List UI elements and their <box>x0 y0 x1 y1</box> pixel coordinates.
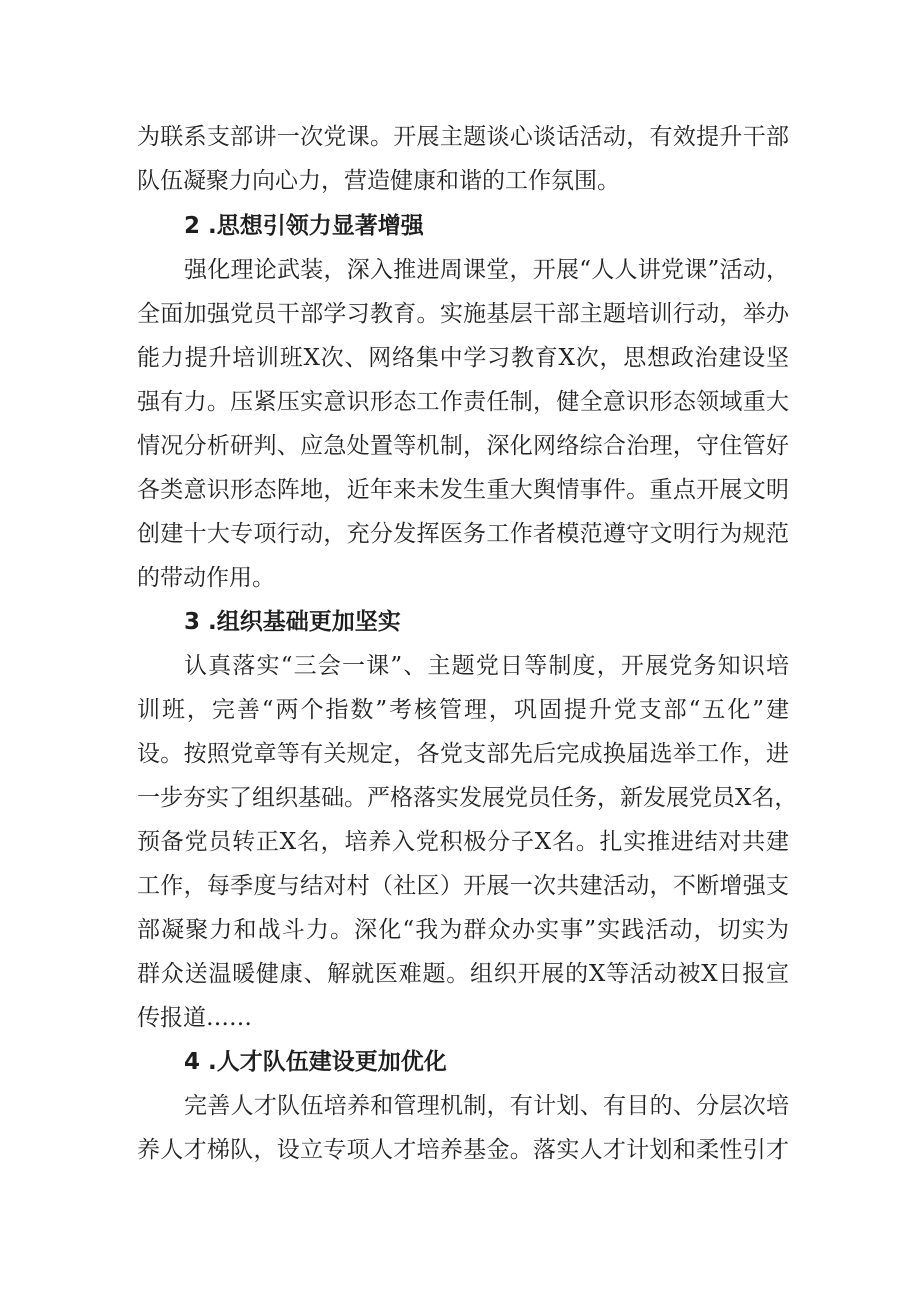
section-2-line-6: 各类意识形态阵地，近年来未发生重大舆情事件。重点开展文明 <box>137 477 789 503</box>
section-4-line-1: 完善人才队伍培养和管理机制，有计划、有目的、分层次培 <box>184 1093 789 1119</box>
section-2-line-2: 全面加强党员干部学习教育。实施基层干部主题培训行动，举办 <box>137 301 789 327</box>
section-3-line-2: 训班，完善“两个指数”考核管理，巩固提升党支部“五化”建 <box>137 697 789 723</box>
section-heading-2: 2 .思想引领力显著增强 <box>184 213 424 239</box>
section-heading-3: 3 .组织基础更加坚实 <box>184 609 401 635</box>
intro-line-1: 为联系支部讲一次党课。开展主题谈心谈话活动，有效提升干部 <box>137 124 789 150</box>
section-3-line-6: 工作，每季度与结对村（社区）开展一次共建活动，不断增强支 <box>137 873 789 899</box>
section-heading-4: 4 .人才队伍建设更加优化 <box>184 1049 447 1075</box>
section-4-line-2: 养人才梯队，设立专项人才培养基金。落实人才计划和柔性引才 <box>137 1137 789 1163</box>
section-2-line-7: 创建十大专项行动，充分发挥医务工作者模范遵守文明行为规范 <box>137 521 789 547</box>
section-3-line-5: 预备党员转正X名，培养入党积极分子X名。扎实推进结对共建 <box>137 829 789 855</box>
section-3-line-3: 设。按照党章等有关规定，各党支部先后完成换届选举工作，进 <box>137 741 789 767</box>
section-3-line-7: 部凝聚力和战斗力。深化“我为群众办实事”实践活动，切实为 <box>137 917 789 943</box>
section-2-line-8: 的带动作用。 <box>137 565 275 591</box>
section-3-line-4: 一步夯实了组织基础。严格落实发展党员任务，新发展党员X名， <box>137 785 798 811</box>
section-2-line-3: 能力提升培训班X次、网络集中学习教育X次，思想政治建设坚 <box>137 345 789 371</box>
section-3-line-9: 传报道…… <box>137 1005 252 1031</box>
section-2-line-1: 强化理论武装，深入推进周课堂，开展“人人讲党课”活动， <box>184 257 789 283</box>
section-2-line-5: 情况分析研判、应急处置等机制，深化网络综合治理，守住管好 <box>137 433 789 459</box>
intro-line-2: 队伍凝聚力向心力，营造健康和谐的工作氛围。 <box>137 168 620 194</box>
section-3-line-1: 认真落实“三会一课”、主题党日等制度，开展党务知识培 <box>184 653 789 679</box>
section-3-line-8: 群众送温暖健康、解就医难题。组织开展的X等活动被X日报宣 <box>137 961 789 987</box>
section-2-line-4: 强有力。压紧压实意识形态工作责任制，健全意识形态领域重大 <box>137 389 789 415</box>
